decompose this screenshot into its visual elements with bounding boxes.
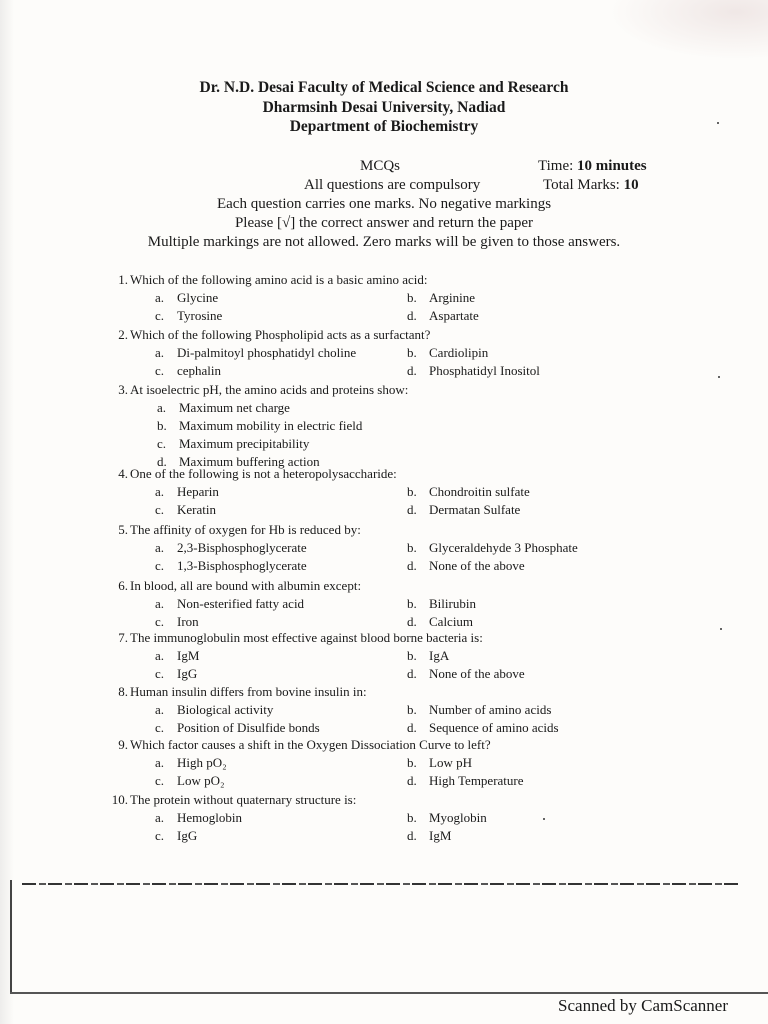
option-c[interactable] (155, 666, 197, 684)
question-text: In blood, all are bound with albumin except: (130, 578, 362, 593)
option-b[interactable] (157, 418, 362, 436)
option-letter: b. (407, 702, 417, 717)
option-text: Phosphatidyl Inositol (429, 363, 540, 378)
question-number: 3. (118, 382, 128, 397)
option-text: Cardiolipin (429, 345, 489, 360)
option-text: Low pO₂ (177, 773, 225, 788)
page-divider (22, 883, 738, 885)
question-text: The protein without quaternary structure is: (130, 792, 357, 807)
instruction-multiple: Multiple markings are not allowed. Zero marks will be given to those answers. (147, 234, 621, 250)
question-text: Human insulin differs from bovine insulin in: (130, 684, 367, 699)
option-text: Glycine (177, 290, 219, 305)
option-c[interactable] (155, 308, 222, 326)
option-letter: c. (155, 666, 165, 681)
option-a[interactable] (155, 596, 304, 614)
option-text: Iron (177, 614, 199, 629)
option-text: Heparin (177, 484, 219, 499)
question-5 (0, 522, 768, 540)
question-number: 2. (118, 327, 128, 342)
question-text: The affinity of oxygen for Hb is reduced by: (130, 522, 361, 537)
question-6 (0, 578, 768, 596)
option-letter: c. (155, 828, 165, 843)
option-a[interactable] (155, 290, 218, 308)
option-b[interactable] (407, 810, 487, 828)
option-letter: b. (407, 596, 417, 611)
option-a[interactable] (155, 755, 227, 773)
question-4 (0, 466, 768, 484)
option-letter: b. (407, 484, 417, 499)
option-text: None of the above (429, 558, 525, 573)
option-letter: d. (407, 558, 417, 573)
option-letter: d. (407, 720, 417, 735)
option-letter: c. (155, 773, 165, 788)
question-number: 7. (118, 630, 128, 645)
option-letter: d. (407, 614, 417, 629)
option-text: Calcium (429, 614, 474, 629)
option-d[interactable] (407, 502, 520, 520)
option-letter: d. (407, 666, 417, 681)
scan-speck (717, 122, 719, 124)
compulsory-note: All questions are compulsory (304, 177, 481, 193)
option-text: IgM (429, 828, 452, 843)
option-a[interactable] (155, 345, 356, 363)
option-d[interactable] (407, 558, 525, 576)
option-letter: c. (155, 614, 165, 629)
institution-name: Dr. N.D. Desai Faculty of Medical Science and Research (199, 79, 569, 96)
scan-border-left (10, 880, 12, 992)
option-text: Keratin (177, 502, 216, 517)
option-text: High Temperature (429, 773, 524, 788)
option-letter: d. (407, 308, 417, 323)
option-c[interactable] (155, 558, 307, 576)
question-10 (0, 792, 768, 810)
option-c[interactable] (157, 436, 309, 454)
scan-speck (718, 376, 720, 378)
instruction-marks: Each question carries one marks. No negative markings (216, 196, 552, 212)
option-text: Dermatan Sulfate (429, 502, 521, 517)
option-letter: a. (155, 484, 165, 499)
option-text: Biological activity (177, 702, 274, 717)
option-text: Myoglobin (429, 810, 487, 825)
option-letter: d. (407, 828, 417, 843)
option-letter: b. (407, 810, 417, 825)
option-c[interactable] (155, 502, 216, 520)
option-text: Non-esterified fatty acid (177, 596, 305, 611)
option-b[interactable] (407, 345, 488, 363)
option-letter: c. (155, 363, 165, 378)
time-label: Time: (538, 158, 574, 174)
option-letter: a. (157, 400, 167, 415)
scan-edge-shadow (0, 0, 14, 1024)
option-letter: b. (157, 418, 167, 433)
option-text: IgG (177, 666, 198, 681)
option-text: Position of Disulfide bonds (177, 720, 320, 735)
option-text: cephalin (177, 363, 222, 378)
option-b[interactable] (407, 290, 475, 308)
university-name: Dharmsinh Desai University, Nadiad (262, 98, 506, 116)
option-text: Maximum buffering action (179, 454, 320, 469)
question-number: 10. (111, 792, 128, 807)
option-d[interactable] (407, 363, 540, 381)
exam-title: MCQs (360, 158, 401, 174)
question-number: 5. (118, 522, 128, 537)
option-letter: a. (155, 755, 165, 770)
scanner-watermark: Scanned by CamScanner (558, 996, 728, 1015)
question-7 (0, 630, 768, 648)
scan-smudge (608, 0, 768, 60)
option-letter: d. (407, 363, 417, 378)
option-d[interactable] (407, 773, 524, 791)
option-a[interactable] (155, 540, 307, 558)
question-text: Which of the following amino acid is a basic amino acid: (130, 272, 428, 287)
option-text: Maximum mobility in electric field (179, 418, 363, 433)
option-letter: b. (407, 540, 417, 555)
option-letter: c. (155, 308, 165, 323)
option-letter: a. (155, 810, 165, 825)
option-c[interactable] (155, 773, 225, 791)
option-letter: a. (155, 540, 165, 555)
option-letter: a. (155, 290, 165, 305)
scan-border-bottom (10, 992, 768, 994)
question-3 (0, 382, 768, 400)
question-text: One of the following is not a heteropolysaccharide: (130, 466, 397, 481)
question-1 (0, 272, 768, 290)
scan-speck (543, 818, 545, 820)
question-8 (0, 684, 768, 702)
option-b[interactable] (407, 755, 472, 773)
option-text: Chondroitin sulfate (429, 484, 530, 499)
option-letter: b. (407, 290, 417, 305)
option-b[interactable] (407, 702, 551, 720)
option-text: IgA (429, 648, 450, 663)
option-text: Hemoglobin (177, 810, 242, 825)
option-letter: a. (155, 648, 165, 663)
option-letter: c. (155, 502, 165, 517)
option-letter: c. (155, 558, 165, 573)
option-letter: d. (407, 502, 417, 517)
option-text: None of the above (429, 666, 525, 681)
option-c[interactable] (155, 363, 221, 381)
document-header (0, 78, 768, 137)
option-c[interactable] (155, 828, 197, 846)
question-text: At isoelectric pH, the amino acids and proteins show: (130, 382, 409, 397)
option-a[interactable] (155, 810, 242, 828)
option-text: High pO₂ (177, 755, 227, 770)
time-info (538, 158, 647, 175)
option-c[interactable] (155, 720, 320, 738)
option-text: IgG (177, 828, 198, 843)
option-text: IgM (177, 648, 200, 663)
question-text: Which of the following Phospholipid acts as a surfactant? (130, 327, 431, 342)
option-b[interactable] (407, 648, 449, 666)
option-text: Di-palmitoyl phosphatidyl choline (177, 345, 357, 360)
time-value: 10 minutes (577, 158, 647, 174)
option-text: Low pH (429, 755, 472, 770)
option-text: Maximum net charge (179, 400, 290, 415)
option-b[interactable] (407, 484, 530, 502)
option-text: Maximum precipitability (179, 436, 310, 451)
question-number: 8. (118, 684, 128, 699)
option-text: Glyceraldehyde 3 Phosphate (429, 540, 578, 555)
option-d[interactable] (407, 666, 525, 684)
option-letter: d. (407, 773, 417, 788)
question-number: 4. (118, 466, 128, 481)
option-text: Aspartate (429, 308, 479, 323)
question-9 (0, 737, 768, 755)
option-text: Sequence of amino acids (429, 720, 559, 735)
option-letter: c. (157, 436, 167, 451)
scan-speck (720, 628, 722, 630)
question-text: The immunoglobulin most effective against blood borne bacteria is: (130, 630, 483, 645)
option-letter: a. (155, 345, 165, 360)
question-number: 1. (118, 272, 128, 287)
option-letter: b. (407, 345, 417, 360)
marks-label: Total Marks: (543, 177, 620, 193)
question-number: 6. (118, 578, 128, 593)
question-text: Which factor causes a shift in the Oxygen Dissociation Curve to left? (130, 737, 491, 752)
department-name: Department of Biochemistry (289, 118, 479, 135)
option-letter: d. (157, 454, 167, 469)
option-b[interactable] (407, 540, 578, 558)
option-a[interactable] (155, 648, 199, 666)
option-letter: a. (155, 702, 165, 717)
option-a[interactable] (157, 400, 290, 418)
option-letter: a. (155, 596, 165, 611)
question-number: 9. (118, 737, 128, 752)
marks-info (543, 177, 639, 194)
option-a[interactable] (155, 484, 219, 502)
option-letter: b. (407, 755, 417, 770)
option-d[interactable] (407, 828, 451, 846)
option-d[interactable] (407, 308, 479, 326)
option-a[interactable] (155, 702, 273, 720)
option-d[interactable] (407, 720, 559, 738)
option-text: Arginine (429, 290, 475, 305)
question-2 (0, 327, 768, 345)
option-text: Tyrosine (177, 308, 223, 323)
instruction-tick: Please [√] the correct answer and return the paper (234, 215, 534, 231)
option-text: Bilirubin (429, 596, 476, 611)
option-letter: b. (407, 648, 417, 663)
option-b[interactable] (407, 596, 476, 614)
option-letter: c. (155, 720, 165, 735)
marks-value: 10 (623, 177, 639, 193)
option-text: 2,3-Bisphosphoglycerate (177, 540, 307, 555)
option-text: 1,3-Bisphosphoglycerate (177, 558, 307, 573)
option-text: Number of amino acids (429, 702, 552, 717)
